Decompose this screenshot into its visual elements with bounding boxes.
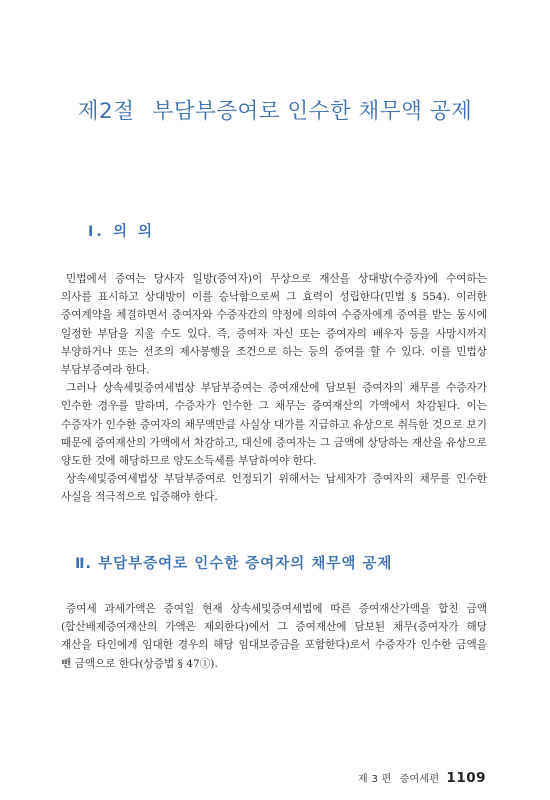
section-1-paragraph-3: 상속세및증여세법상 부담부증여로 인정되기 위해서는 납세자가 증여자의 채무를 인수한 사실을 적극적으로 입증해야 한다. bbox=[61, 473, 487, 504]
section-1-paragraph-2: 그러나 상속세및증여세법상 부담부증여는 증여재산에 담보된 증여자의 채무를 수증자가 인수한 경우를 말하며, 수증자가 인수한 그 채무는 증여재산의 가액에서 차감된다. 이는 수증자가 인수한 증여자의 채무액만큼 사실상 대가를 지급하고 유상으로 취득한 것으로 보기 때문에 증여재산의 가액에서 차감하고, 대신에 증여자는 그 금액에 상당하는 재산을 유상으로 양도한 것에 해당하므로 양도소득세를 부담하여야 한다. bbox=[61, 382, 487, 468]
section-1-body bbox=[61, 270, 487, 507]
page-number: 1109 bbox=[446, 770, 486, 786]
section-heading-2: Ⅱ. 부담부증여로 인수한 증여자의 채무액 공제 bbox=[75, 556, 393, 572]
section-1-paragraph-1: 민법에서 증여는 당사자 일방(증여자)이 무상으로 재산을 상대방(수증자)에 수여하는 의사를 표시하고 상대방이 이를 승낙함으로써 그 효력이 성립한다(민법 § 554). 이러한 증여계약을 체결하면서 증여자와 수증자간의 약정에 의하여 수증자에게 증여를 받는 동시에 일정한 부담을 지울 수도 있다. 즉, 증여자 자신 또는 증여자의 배우자 등을 사망시까지 부양하거나 또는 선조의 제사봉행을 조건으로 하는 등의 증여를 할 수 있다. 이를 민법상 부담부증여라 한다. bbox=[61, 273, 487, 377]
section-2-paragraph-1: 증여세 과세가액은 증여일 현재 상속세및증여세법에 따른 증여재산가액을 합친 금액(합산배제증여재산의 가액은 제외한다)에서 그 증여재산에 담보된 채무(증여자가 해당 재산을 타인에게 임대한 경우의 해당 임대보증금을 포함한다)로서 수증자가 인수한 금액을 뺀 금액으로 한다(상증법 § 47①). bbox=[61, 603, 487, 670]
section-2-body bbox=[61, 600, 487, 673]
footer-part: 제 3 편 bbox=[358, 774, 392, 785]
section-heading-1: Ⅰ. 의 의 bbox=[88, 224, 156, 240]
chapter-title bbox=[0, 94, 550, 125]
footer-part-title: 증여세편 bbox=[399, 774, 440, 785]
page-footer bbox=[358, 770, 486, 786]
chapter-number: 제2절 bbox=[77, 99, 135, 124]
chapter-title-text: 부담부증여로 인수한 채무액 공제 bbox=[152, 99, 473, 124]
